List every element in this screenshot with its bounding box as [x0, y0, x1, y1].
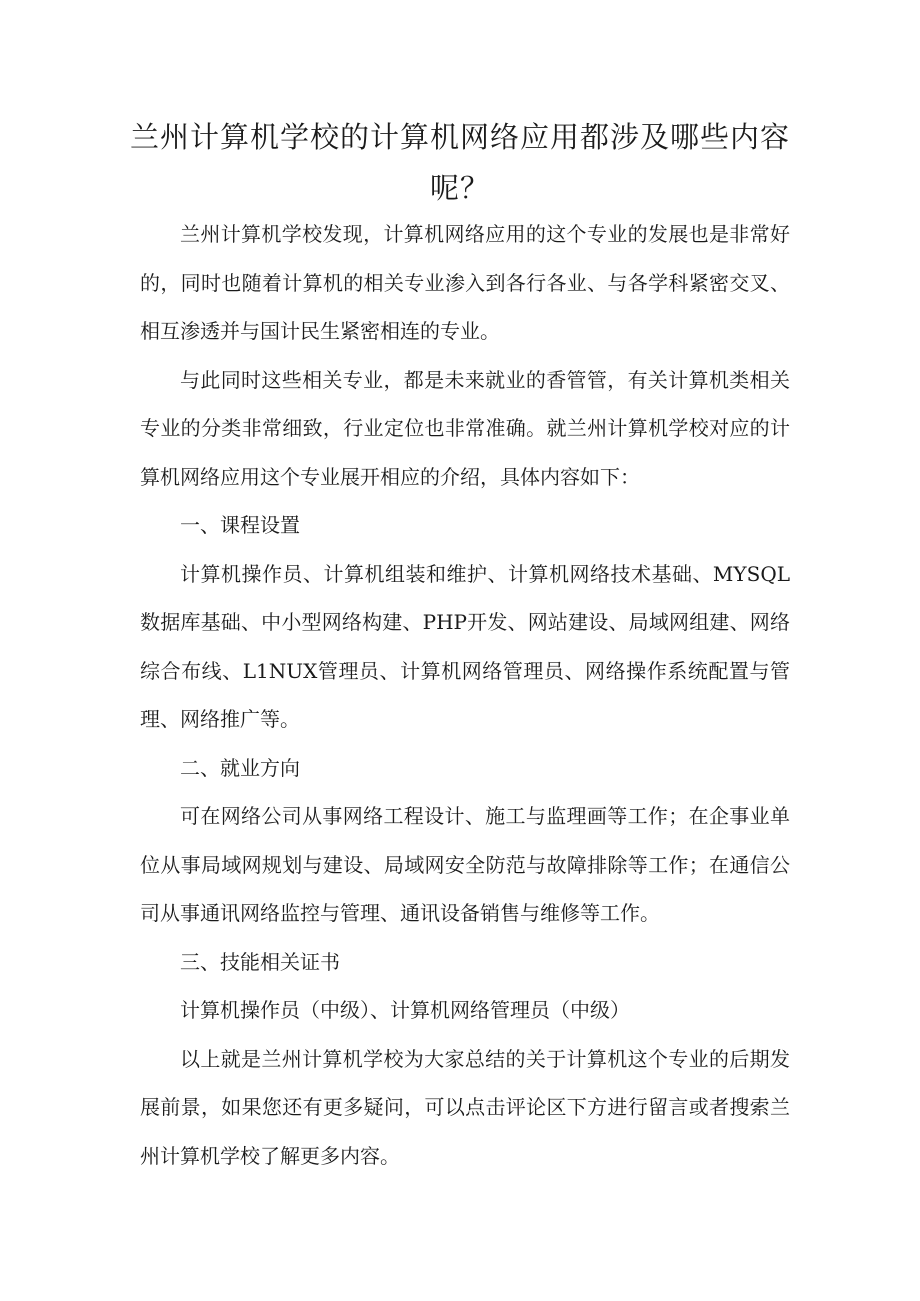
certificates-paragraph: 计算机操作员（中级）、计算机网络管理员（中级） — [180, 998, 630, 1022]
context-paragraph: 与此同时这些相关专业，都是未来就业的香管管，有关计算机类相关专业的分类非常细致，行业定位也非常准确。就兰州计算机学校对应的计算机网络应用这个专业展开相应的介绍，具体内容如下： — [140, 367, 790, 489]
section-heading-certificates: 三、技能相关证书 — [180, 949, 340, 974]
section-heading-employment: 二、就业方向 — [180, 755, 300, 780]
courses-paragraph: 计算机操作员、计算机组装和维护、计算机网络技术基础、MYSQL数据库基础、中小型网络构建、PHP开发、网站建设、局域网组建、网络综合布线、L1NUX管理员、计算机网络管理员、网络操作系统配置与管理、网络推广等。 — [140, 561, 790, 731]
document-title: 兰州计算机学校的计算机网络应用都涉及哪些内容呢？ — [130, 120, 791, 205]
employment-paragraph: 可在网络公司从事网络工程设计、施工与监理画等工作；在企事业单位从事局域网规划与建设、局域网安全防范与故障排除等工作；在通信公司从事通讯网络监控与管理、通讯设备销售与维修等工作。 — [140, 804, 790, 925]
intro-paragraph: 兰州计算机学校发现，计算机网络应用的这个专业的发展也是非常好的，同时也随着计算机的相关专业渗入到各行各业、与各学科紧密交叉、相互渗透并与国计民生紧密相连的专业。 — [140, 222, 790, 343]
conclusion-paragraph: 以上就是兰州计算机学校为大家总结的关于计算机这个专业的后期发展前景，如果您还有更多疑问，可以点击评论区下方进行留言或者搜索兰州计算机学校了解更多内容。 — [140, 1046, 790, 1168]
section-heading-courses: 一、课程设置 — [180, 513, 300, 537]
document-body — [140, 210, 790, 1180]
